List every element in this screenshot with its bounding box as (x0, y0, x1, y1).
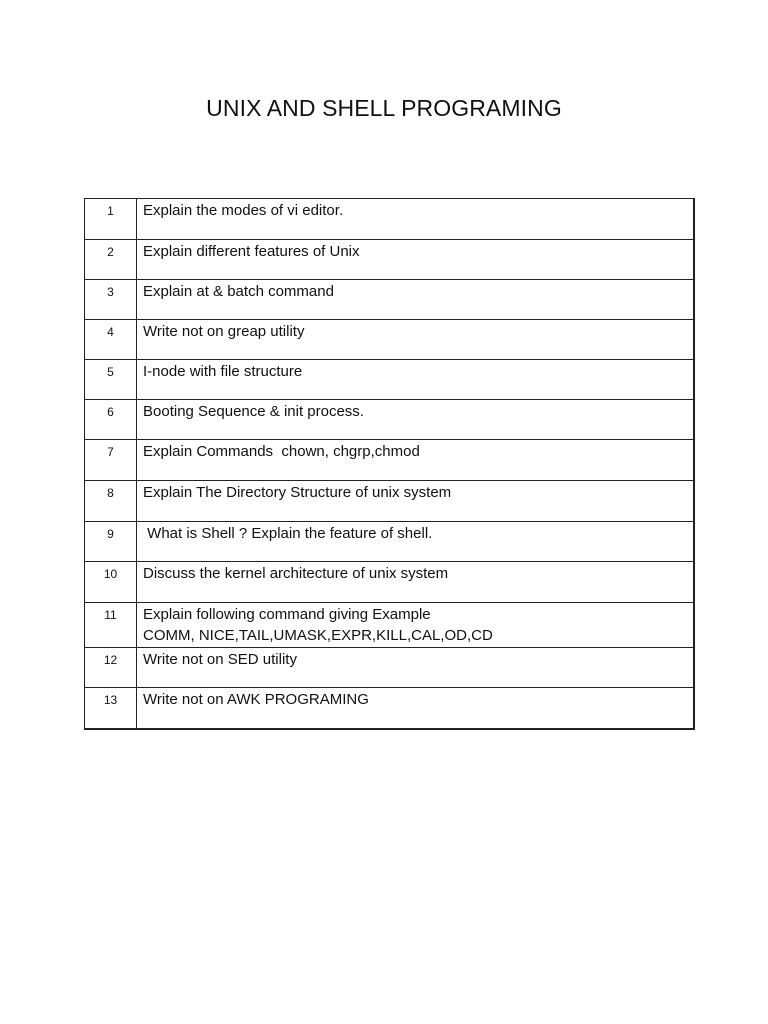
question-number: 10 (85, 562, 137, 602)
question-number: 5 (85, 360, 137, 399)
question-text: Explain the modes of vi editor. (143, 202, 344, 219)
table-row (85, 239, 693, 279)
table-row (85, 319, 693, 359)
table-row (85, 439, 693, 480)
table-row (85, 647, 693, 687)
table-row (85, 480, 693, 521)
table-row (85, 199, 693, 239)
question-text: Explain at & batch command (143, 283, 334, 300)
page-title: UNIX AND SHELL PROGRAMING (206, 95, 562, 121)
table-row (85, 561, 693, 602)
table-row (85, 521, 693, 561)
question-number: 7 (85, 440, 137, 480)
question-number: 6 (85, 400, 137, 439)
question-text: Discuss the kernel architecture of unix system (143, 565, 449, 582)
question-text: Write not on greap utility (143, 323, 305, 340)
question-number: 2 (85, 240, 137, 279)
question-number: 9 (85, 522, 137, 561)
question-text: Write not on SED utility (143, 651, 297, 668)
question-text: Explain following command giving Example COMM, NICE,TAIL,UMASK,EXPR,KILL,CAL,OD,CD (143, 606, 493, 644)
question-number: 13 (85, 688, 137, 728)
table-row (85, 687, 693, 728)
question-text: What is Shell ? Explain the feature of shell. (143, 525, 433, 542)
questions-table (84, 198, 695, 730)
table-row (85, 399, 693, 439)
question-text: Explain Commands chown, chgrp,chmod (143, 443, 420, 460)
question-text: Write not on AWK PROGRAMING (143, 691, 369, 708)
table-row (85, 602, 693, 647)
question-number: 1 (85, 199, 137, 239)
question-text: I-node with file structure (143, 363, 303, 380)
question-text: Booting Sequence & init process. (143, 403, 364, 420)
question-number: 8 (85, 481, 137, 521)
question-text: Explain different features of Unix (143, 243, 360, 260)
table-row (85, 359, 693, 399)
table-row (85, 279, 693, 319)
question-number: 4 (85, 320, 137, 359)
question-number: 11 (85, 603, 137, 647)
question-number: 12 (85, 648, 137, 687)
question-number: 3 (85, 280, 137, 319)
question-text: Explain The Directory Structure of unix system (143, 484, 452, 501)
